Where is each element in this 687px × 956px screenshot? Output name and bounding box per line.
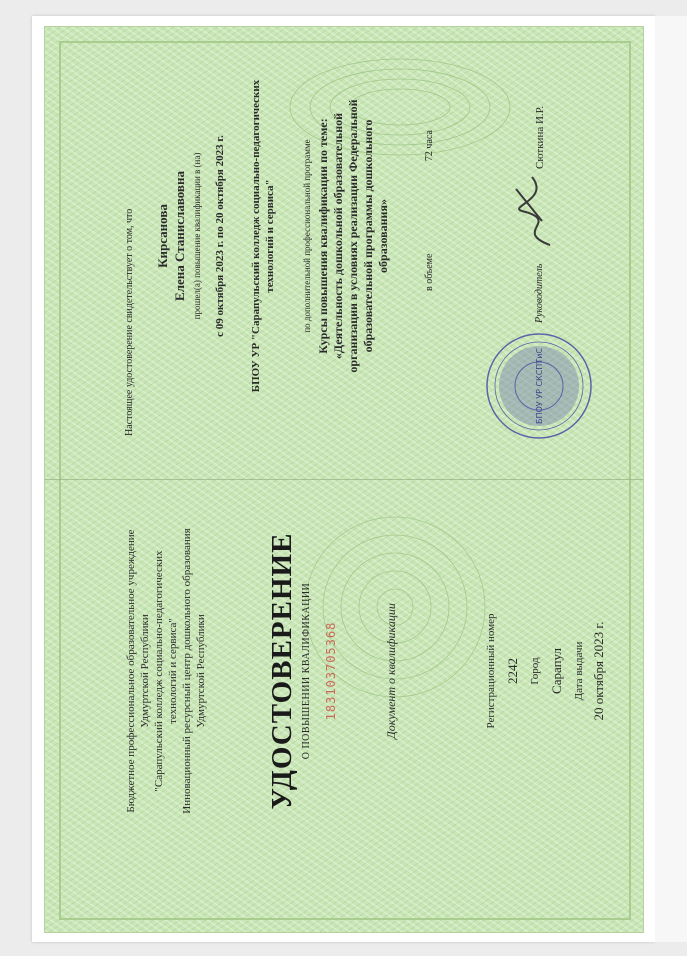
document-type: Документ о квалификации xyxy=(384,603,398,739)
official-seal-icon xyxy=(484,331,594,441)
college-line: БПОУ УР "Сарапульский колледж социально-педагогических xyxy=(250,79,262,393)
course-line: «Деятельность дошкольной образовательной xyxy=(331,112,345,360)
course-line: Курсы повышения квалификации по теме: xyxy=(316,118,330,354)
holder-surname: Кирсанова xyxy=(155,204,170,268)
issue-date: 20 октября 2023 г. xyxy=(591,621,606,721)
org-line: Бюджетное профессиональное образовательное учреждение xyxy=(125,529,137,813)
training-college xyxy=(249,36,277,436)
certificate-subtitle: О ПОВЫШЕНИИ КВАЛИФИКАЦИИ xyxy=(301,582,312,760)
course-volume xyxy=(424,31,435,291)
certificate-number: 183103705368 xyxy=(324,621,338,721)
course-line: образования» xyxy=(376,199,390,273)
director-label: Руководитель xyxy=(534,263,545,323)
program-label: по дополнительной профессиональной программе xyxy=(302,139,312,333)
city: Сарапул xyxy=(549,648,564,694)
org-line: "Сарапульский колледж социально-педагогических xyxy=(153,550,165,792)
training-dates: с 09 октября 2023 г. по 20 октября 2023 г. xyxy=(214,135,226,337)
certificate-title: УДОСТОВЕРЕНИЕ xyxy=(266,532,298,810)
org-line: Удмуртской Республики xyxy=(195,614,207,728)
course-title xyxy=(316,36,391,436)
signature-icon xyxy=(492,171,572,251)
org-line: Инновационный ресурсный центр дошкольного образования xyxy=(181,528,193,814)
course-line: организации в условиях реализации Федеральной xyxy=(346,99,360,373)
registration-label: Регистрационный номер xyxy=(485,613,497,729)
holder-given-names: Елена Станиславовна xyxy=(172,171,187,301)
seal-text: БПОУ УР СКСПТиС xyxy=(535,348,544,424)
signature-row xyxy=(474,31,584,431)
org-line: технологий и сервиса" xyxy=(167,618,179,724)
registration-number: 2242 xyxy=(505,658,520,684)
college-line: технологий и сервиса" xyxy=(264,179,276,293)
course-line: образовательной программы дошкольного xyxy=(361,119,375,353)
issuing-organization xyxy=(124,481,208,861)
volume-label: в объеме xyxy=(424,253,435,291)
org-line: Удмуртской Республики xyxy=(139,614,151,728)
holder-name xyxy=(154,36,188,436)
issue-date-label: Дата выдачи xyxy=(573,641,585,701)
city-label: Город xyxy=(529,657,541,685)
page-edge xyxy=(655,16,687,942)
passed-text: прошел(а) повышение квалификации в (на) xyxy=(192,152,202,320)
intro-text: Настоящее удостоверение свидетельствует о том, что xyxy=(124,208,135,436)
volume-value: 72 часа xyxy=(424,130,435,162)
director-name: Сюткина И.Р. xyxy=(534,105,546,169)
registration-block xyxy=(484,531,606,811)
certificate-content xyxy=(44,26,642,931)
